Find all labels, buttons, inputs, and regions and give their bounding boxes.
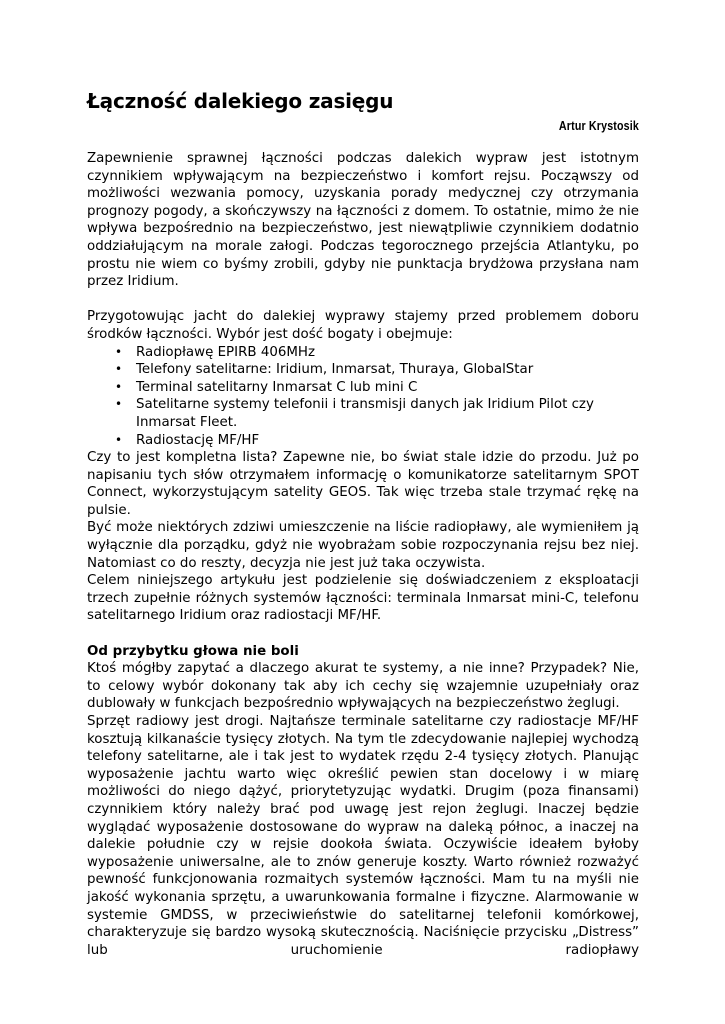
section-paragraph-1: Ktoś mógłby zapytać a dlaczego akurat te systemy, a nie inne? Przypadek? Nie, to celowy wybór dokonany tak aby ich cechy się wzajemnie uzupełniały oraz dublowały w funkcjach bezpośrednio wpływających na bezpieczeństwo żeglugi. [87, 661, 639, 712]
bullet-icon: • [115, 397, 123, 412]
document-page [87, 88, 639, 959]
paragraph-after-list-3: Celem niniejszego artykułu jest podzielenie się doświadczeniem z eksploatacji trzech zupełnie różnych systemów łączności: terminala Inmarsat mini-C, telefonu satelitarnego Iridium oraz radiostacji MF/HF. [87, 573, 639, 624]
spacer [87, 625, 639, 643]
list-intro-paragraph: Przygotowując jacht do dalekiej wyprawy stajemy przed problemem doboru środków łączności. Wybór jest dość bogaty i obejmuje: [87, 309, 639, 342]
equipment-list [87, 344, 639, 450]
paragraph-after-list-2: Być może niektórych zdziwi umieszczenie na liście radiopławy, ale wymieniłem ją wyłącznie dla porządku, gdyż nie wyobrażam sobie rozpoczynania rejsu bez niej. Natomiast co do reszty, decyzja nie jest już taka oczywista. [87, 520, 639, 571]
article-author: Artur Krystosik [558, 118, 639, 133]
intro-paragraph: Zapewnienie sprawnej łączności podczas dalekich wypraw jest istotnym czynnikiem wpływającym na bezpieczeństwo i komfort rejsu. Począwszy od możliwości wezwania pomocy, uzyskania porady medycznej czy otrzymania prognozy pogody, a skończywszy na łączności z domem. To ostatnie, mimo że nie wpływa bezpośrednio na bezpieczeństwo, jest niewątpliwie czynnikiem dodatnio oddziałującym na morale załogi. Podczas tegorocznego przejścia Atlantyku, po prostu nie wiem co byśmy zrobili, gdyby nie punktacja brydżowa przysłana nam przez Iridium. [87, 151, 639, 290]
section-heading: Od przybytku głowa nie boli [87, 643, 299, 659]
bullet-icon: • [115, 362, 123, 377]
spacer [87, 291, 639, 309]
list-item: • Terminal satelitarny Inmarsat C lub mini C [115, 379, 418, 395]
bullet-icon: • [115, 344, 123, 359]
bullet-icon: • [115, 432, 123, 447]
section-paragraph-2: Sprzęt radiowy jest drogi. Najtańsze terminale satelitarne czy radiostacje MF/HF kosztują kilkanaście tysięcy złotych. Na tym tle zdecydowanie najlepiej wychodzą telefony satelitarne, ale i tak jest to wydatek rzędu 2-4 tysięcy złotych. Planując wyposażenie jachtu warto więc określić pewien stan docelowy i w miarę możliwości do niego dążyć, priorytetyzując wydatki. Drugim (poza finansami) czynnikiem który należy brać pod uwagę jest rejon żeglugi. Inaczej będzie wyglądać wyposażenie dostosowane do wypraw na daleką północ, a inaczej na dalekie południe czy w rejsie dookoła świata. Oczywiście ideałem byłoby wyposażenie uniwersalne, ale to znów generuje koszty. Warto również rozważyć pewność funkcjonowania rozmaitych systemów łączności. Mam tu na myśli nie jakość wykonania sprzętu, a uwarunkowania formalne i fizyczne. Alarmowanie w systemie GMDSS, w przeciwieństwie do satelitarnej telefonii komórkowej, charakteryzuje się bardzo wysoką skutecznością. Naciśnięcie przycisku „Distress” lub uruchomienie radiopławy [87, 714, 639, 958]
bullet-icon: • [115, 379, 123, 394]
article-title: Łączność dalekiego zasięgu [87, 89, 394, 113]
paragraph-after-list-1: Czy to jest kompletna lista? Zapewne nie, bo świat stale idzie do przodu. Już po napisaniu tych słów otrzymałem informację o komunikatorze satelitarnym SPOT Connect, wykorzystującym satelity GEOS. Tak więc trzeba stale trzymać rękę na pulsie. [87, 450, 639, 518]
list-item: • Satelitarne systemy telefonii i transmisji danych jak Iridium Pilot czy Inmarsat Fleet. [115, 397, 594, 430]
list-item: • Radiopławę EPIRB 406MHz [115, 344, 316, 360]
list-item: • Radiostację MF/HF [115, 432, 260, 448]
spacer [87, 134, 639, 150]
list-item: • Telefony satelitarne: Iridium, Inmarsat, Thuraya, GlobalStar [115, 362, 534, 378]
